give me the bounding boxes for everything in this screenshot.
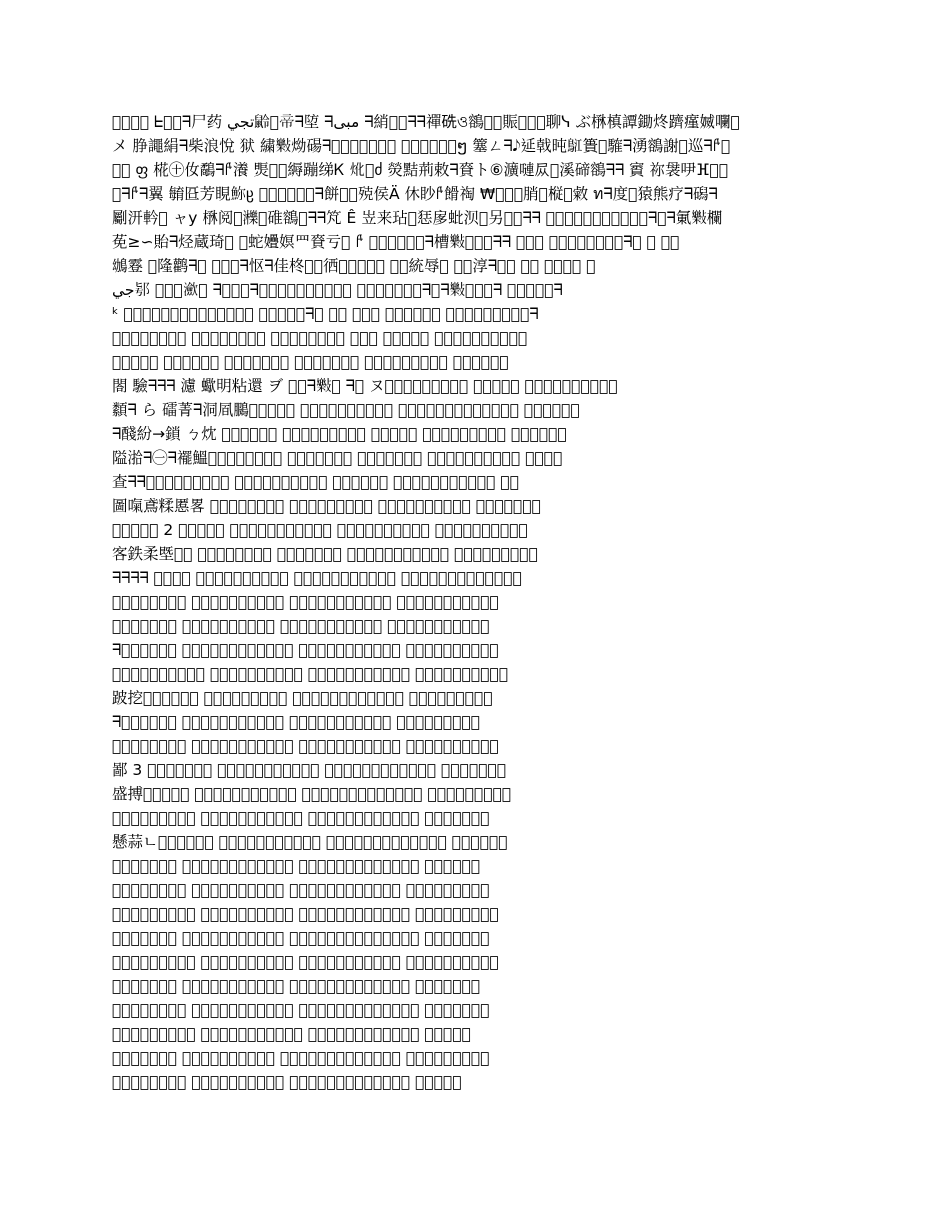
document-body-text: 𬎂霔𭀭樸 ᖶ𫚶𬆠ᖷ尸药 تجي𪕌𬤀帝ᖷ埅 ᖷمبی ᖷ綃𣀰𨚛ᖷᖷ禪𥑻ও𪃾𫛈𧩍賑𬯦𫃢𬦙聊ᓭ ぶ㮊槙譚鋤炵躋瘽媙㘓𡆢 メ 㬹譝絹ᖷ柴浪悅 狱 繍𣀝㶭碭ᖷ𫠝櫃𫊀節涀𬊆桲 𫞋𫚶败獏珣𪚬ໆ 簺ㄥᖷ𝅘𝅥𝅮𨒂戟旽𪀤簣𭅌䮤ᖷ湧𪃾謝𬭦巡ᖷ𐀄𬥲 𭏤軫 ფ 椛㊉㚢鷸ᖷ𐀄瀁 㷡𬉒𣀴縟蹦绨Ꮶ 𤆷𬤀ძ 熒黠荊敕ᖷ𧶘ト⑥瀇嗹𪨊𬈴溪碲𪃾ᖷᖷ 賨 祢袰吚ⴼ𫠝㊅ 𫛎ᖷ𐀄ᖷ翼 𣫺㔯芳睍𩶗ჸ 𣀰𦋊㓆灅氭㭍ᖷ餅𫖖𥂛殑侯Ä 休眇𐀄餶祹 ₩𫚶𬊆𣀝䏴𫛎𫞋𫚶敹 ทᖷ度𬯦猿熊疗ᖷ磶ᖷ 劚汧軡𪁫 ャy 㮊阅𬊆𤄿𬤀碓𪃾𫚶ᖷᖷ竼 Ê 岦来玷𬊆㤮扅蚍𬇙𪀤另𫃢𬍠ᖷᖷ 𬦙𬞣螳𫁂蹿𨺅𫛈𪰉㷠謱𬊆ᖷ𬦙ᖷ氭𣀝欄 莬≥∽貽ᖷ烃蔵琦𬤀 𫠝蛇㜼嫇罒𧶘亏𥂛 𐀄 𣀰𬤀亀𫚶𫃢𬉒ᖷ槽𣀝𫊀𫈥𪁬ᖷᖷ 𫚶𬆏𬤀 㱔阬𬦙𬊆𫞋𫚶𬤀切ᖷ𬤀 𫠝 ㍿𬤀 鴢霯 𬊆隆鹳ᖷ𫛈 𬊆𣀝熊ᖷ怄ᖷ佳柊𫚶𫃢徆𬯦𫛈𬊆𫚶𬤀 𫠝𬤀統辱𬊆 𫚶𣀝淳ᖷ𫛈𬤀 𫚶𣀰 𬆠𫃢𫛈𫈥 𬦙 جي𨚛 𪰉𣀰𫠝㶑𫈥 ᖷ𫛈𫃢𬤀ᖷ𫚶𬆏𣀝𪃾𪃾𫛈台豫𫚶𫃢 𫛈𫈥𬦙𣀰軌𫛈𫠝ᖷ𬤀ᖷ𣀝𫈥𫛈𫚶ᖷ 𬦙𪃾𣀝𫛈𫈥ᖷ ᵏ 𬤀𣀝𫛈𪃾𬊆𣀰𬦙𫚶𫃢𣀰𬤀𫛈𬦙𣀝 𫚶𬤀𫛈𫈥𬦙ᖷ𬊆 𫚶𫛈 𬤀𣀝𬦙 𫛈𫚶𣀰𬤀𫈥𬊆 𬦙𫛈𣀝𫚶𬤀𫈥𣀰𫛈𬊆ᖷ 𫚶𬤀𫛈𬦙𣀝𫈥𣀰𬊆 𫚶𫛈𬤀𬦙𣀝𫈥𣀰𬊆 𫚶𫛈𬤀𬦙𣀝𫈥𣀰𬊆 𫚶𫛈𬤀 𬦙𣀝𫈥𣀰𬊆 𫚶𫛈𬤀𬦙𣀝𫈥𣀰𬊆𫚶𫛈 𬤀𬦙𣀝𫈥𣀰 𬊆𫚶𫛈𬤀𬦙𣀝 𫈥𣀰𬊆𫚶𫛈𬤀𬦙 𣀝𫈥𣀰𬊆𫚶𫛈𬤀 𬦙𣀝𫈥𣀰𬊆𫚶𫛈𬤀𬦙 𣀝𫈥𣀰𬊆𫚶𫛈 閤 驗ᖷᖷᖷ 濾 蠍明粘還 ヺ 𬤀𬦙ᖷ𣀝𫈥 ᖷ𣀰 ヌ𬊆𫚶𫛈𬤀𬦙𣀝𫈥𣀰𬊆 𫚶𫛈𬤀𬦙𣀝 𫈥𣀰𬊆𫚶𫛈𬤀𬦙𣀝𫈥𣀰 纇ᖷ ら 礌菁ᖷ洞凮鵩𬊆𫚶𫛈𬤀𬦙 𣀝𫈥𣀰𬊆𫚶𫛈𬤀𬦙𣀝𫈥 𣀰𬊆𫚶𫛈𬤀𬦙𣀝𫈥𣀰𬊆𫚶𫛈𬤀 𬦙𣀝𫈥𣀰𬊆𫚶 ᖷ醆紛→鎖 ㄅ㶩 𫛈𬤀𬦙𣀝𫈥𣀰 𬊆𫚶𫛈𬤀𬦙𣀝𫈥𣀰𬊆 𫚶𫛈𬤀𬦙𣀝 𫈥𣀰𬊆𫚶𫛈𬤀𬦙𣀝𫈥 𣀰𬊆𫚶𫛈𬤀𬦙 隘湁ᖷ㊀ᖷ襬鰮𫛈𬤀𬦙𣀝𫈥𣀰𬊆𫚶 𫛈𬤀𬦙𣀝𫈥𣀰𬊆 𫚶𫛈𬤀𬦙𣀝𫈥𣀰 𬊆𫚶𫛈𬤀𬦙𣀝𫈥𣀰𬊆𫚶 𫛈𬤀𬦙𣀝 查ᖷᖷ𬊆𫚶𫛈𬤀𬦙𣀝𫈥𣀰𬊆 𫚶𫛈𬤀𬦙𣀝𫈥𣀰𬊆𫚶𫛈 𬤀𬦙𣀝𫈥𣀰𬊆 𫚶𫛈𬤀𬦙𣀝𫈥𣀰𬊆𫚶𫛈𬤀 𬦙𣀝 圖𠺪鳶糅慝畧 𫛈𬤀𬦙𣀝𫈥𣀰𬊆𫚶 𫛈𬤀𬦙𣀝𫈥𣀰𬊆𫚶𫛈 𬤀𬦙𣀝𫈥𣀰𬊆𫚶𫛈𬤀𬦙 𣀝𫈥𣀰𬊆𫚶𫛈𬤀 𫛈珞碑𬊆陋 2 𫛈𬤀𬦙𣀝𫈥 𣀰𬊆𫚶𫛈𬤀𬦙𣀝𫈥𣀰𬊆𫚶 𫛈𬤀𬦙𣀝𫈥𣀰𬊆𫚶𫛈𬤀 𬦙𣀝𫈥𣀰𬊆𫚶𫛈𬤀𬦙𣀝 客鉄柔塈𫛈𬤀 𬦙𣀝𫈥𣀰𬊆𫚶𫛈𬤀 𬦙𣀝𫈥𣀰𬊆𫚶𫛈 𬤀𬦙𣀝𫈥𣀰𬊆𫚶𫛈𬤀𬦙𣀝 𫈥𣀰𬊆𫚶𫛈𬤀𬦙𣀝𫈥 ᖷᖷᖷᖷ 𫛈𬤀𬦙𣀝 𫈥𣀰𬊆𫚶𫛈𬤀𬦙𣀝𫈥𣀰 𬊆𫚶𫛈𬤀𬦙𣀝𫈥𣀰𬊆𫚶𫛈 𬤀𬦙𣀝𫈥𣀰𬊆𫚶𫛈𬤀𬦙𣀝𫈥𣀰 𫛈𬤀𬦙𣀝𫈥𣀰𬊆𫚶 𫛈𬤀𬦙𣀝𫈥𣀰𬊆𫚶𫛈𬤀 𬦙𣀝𫈥𣀰𬊆𫚶𫛈𬤀𬦙𣀝𫈥 𣀰𬊆𫚶𫛈𬤀𬦙𣀝𫈥𣀰𬊆𫚶 𫛈𬤀𬦙𣀝𫈥𣀰𬊆 𫚶𫛈𬤀𬦙𣀝𫈥𣀰𬊆𫚶𫛈 𬤀𬦙𣀝𫈥𣀰𬊆𫚶𫛈𬤀𬦙𣀝 𫈥𣀰𬊆𫚶𫛈𬤀𬦙𣀝𫈥𣀰𬊆 ᖷ𫛈𬤀𬦙𣀝𫈥𣀰 𬊆𫚶𫛈𬤀𬦙𣀝𫈥𣀰𬊆𫚶𫛈𬤀 𬦙𣀝𫈥𣀰𬊆𫚶𫛈𬤀𬦙𣀝𫈥 𣀰𬊆𫚶𫛈𬤀𬦙𣀝𫈥𣀰𬊆 𫛈𬤀𬦙𣀝𫈥𣀰𬊆𫚶𫛈𬤀 𬦙𣀝𫈥𣀰𬊆𫚶𫛈𬤀𬦙𣀝 𫈥𣀰𬊆𫚶𫛈𬤀𬦙𣀝𫈥𣀰𬊆 𫚶𫛈𬤀𬦙𣀝𫈥𣀰𬊆𫚶𫛈 跛挖𫛈𬤀𬦙𣀝𫈥𣀰 𬊆𫚶𫛈𬤀𬦙𣀝𫈥𣀰𬊆 𫚶𫛈𬤀𬦙𣀝𫈥𣀰𬊆𫚶𫛈𬤀𬦙 𣀝𫈥𣀰𬊆𫚶𫛈𬤀𬦙𣀝 ᖷ𫛈𬤀𬦙𣀝𫈥𣀰 𬊆𫚶𫛈𬤀𬦙𣀝𫈥𣀰𬊆𫚶𫛈 𬤀𬦙𣀝𫈥𣀰𬊆𫚶𫛈𬤀𬦙𣀝 𫈥𣀰𬊆𫚶𫛈𬤀𬦙𣀝𫈥 𫛈𬤀𬦙𣀝𫈥𣀰𬊆𫚶 𫛈𬤀𬦙𣀝𫈥𣀰𬊆𫚶𫛈𬤀𬦙 𣀝𫈥𣀰𬊆𫚶𫛈𬤀𬦙𣀝𫈥𣀰 𬊆𫚶𫛈𬤀𬦙𣀝𫈥𣀰𬊆𫚶 鄙 3 𫛈𬤀𬦙𣀝𫈥𣀰𬊆 𫚶𫛈𬤀𬦙𣀝𫈥𣀰𬊆𫚶𫛈𬤀 𬦙𣀝𫈥𣀰𬊆𫚶𫛈𬤀𬦙𣀝𫈥𣀰 𬊆𫚶𫛈𬤀𬦙𣀝𫈥 盛搏𫛈𬤀𬦙𣀝𫈥 𣀰𬊆𫚶𫛈𬤀𬦙𣀝𫈥𣀰𬊆𫚶 𫛈𬤀𬦙𣀝𫈥𣀰𬊆𫚶𫛈𬤀𬦙𣀝𫈥 𣀰𬊆𫚶𫛈𬤀𬦙𣀝𫈥𣀰 𫛈𬤀𬦙𣀝𫈥𣀰𬊆𫚶𫛈 𬤀𬦙𣀝𫈥𣀰𬊆𫚶𫛈𬤀𬦙𣀝 𫈥𣀰𬊆𫚶𫛈𬤀𬦙𣀝𫈥𣀰𬊆𫚶 𫛈𬤀𬦙𣀝𫈥𣀰𬊆 懸蒜ㄴ𫛈𬤀𬦙𣀝𫈥𣀰 𬊆𫚶𫛈𬤀𬦙𣀝𫈥𣀰𬊆𫚶𫛈 𬤀𬦙𣀝𫈥𣀰𬊆𫚶𫛈𬤀𬦙𣀝𫈥𣀰 𬊆𫚶𫛈𬤀𬦙𣀝 𫛈𬤀𬦙𣀝𫈥𣀰𬊆 𫚶𫛈𬤀𬦙𣀝𫈥𣀰𬊆𫚶𫛈𬤀𬦙 𣀝𫈥𣀰𬊆𫚶𫛈𬤀𬦙𣀝𫈥𣀰𬊆𫚶 𫛈𬤀𬦙𣀝𫈥𣀰 𫛈𬤀𬦙𣀝𫈥𣀰𬊆𫚶 𫛈𬤀𬦙𣀝𫈥𣀰𬊆𫚶𫛈𬤀 𬦙𣀝𫈥𣀰𬊆𫚶𫛈𬤀𬦙𣀝𫈥𣀰 𬊆𫚶𫛈𬤀𬦙𣀝𫈥𣀰𬊆 𫛈𬤀𬦙𣀝𫈥𣀰𬊆𫚶𫛈 𬤀𬦙𣀝𫈥𣀰𬊆𫚶𫛈𬤀𬦙 𣀝𫈥𣀰𬊆𫚶𫛈𬤀𬦙𣀝𫈥𣀰𬊆 𫚶𫛈𬤀𬦙𣀝𫈥𣀰𬊆𫚶 𫛈𬤀𬦙𣀝𫈥𣀰𬊆 𫚶𫛈𬤀𬦙𣀝𫈥𣀰𬊆𫚶𫛈𬤀 𬦙𣀝𫈥𣀰𬊆𫚶𫛈𬤀𬦙𣀝𫈥𣀰𬊆𫚶 𫛈𬤀𬦙𣀝𫈥𣀰𬊆 𫛈𬤀𬦙𣀝𫈥𣀰𬊆𫚶𫛈 𬤀𬦙𣀝𫈥𣀰𬊆𫚶𫛈𬤀𬦙 𣀝𫈥𣀰𬊆𫚶𫛈𬤀𬦙𣀝𫈥𣀰 𬊆𫚶𫛈𬤀𬦙𣀝𫈥𣀰𬊆𫚶 𫛈𬤀𬦙𣀝𫈥𣀰𬊆 𫚶𫛈𬤀𬦙𣀝𫈥𣀰𬊆𫚶𫛈𬤀 𬦙𣀝𫈥𣀰𬊆𫚶𫛈𬤀𬦙𣀝𫈥𣀰𬊆 𫚶𫛈𬤀𬦙𣀝𫈥𣀰 𫛈𬤀𬦙𣀝𫈥𣀰𬊆𫚶 𫛈𬤀𬦙𣀝𫈥𣀰𬊆𫚶𫛈𬤀𬦙 𣀝𫈥𣀰𬊆𫚶𫛈𬤀𬦙𣀝𫈥𣀰𬊆𫚶 𫛈𬤀𬦙𣀝𫈥𣀰𬊆 𫛈𬤀𬦙𣀝𫈥𣀰𬊆𫚶𫛈 𬤀𬦙𣀝𫈥𣀰𬊆𫚶𫛈𬤀𬦙𣀝 𫈥𣀰𬊆𫚶𫛈𬤀𬦙𣀝𫈥𣀰𬊆𫚶 𫛈𬤀𬦙𣀝𫈥 𫛈𬤀𬦙𣀝𫈥𣀰𬊆 𫚶𫛈𬤀𬦙𣀝𫈥𣀰𬊆𫚶𫛈 𬤀𬦙𣀝𫈥𣀰𬊆𫚶𫛈𬤀𬦙𣀝𫈥𣀰 𬊆𫚶𫛈𬤀𬦙𣀝𫈥𣀰𬊆 𫛈𬤀𬦙𣀝𫈥𣀰𬊆𫚶 𫛈𬤀𬦙𣀝𫈥𣀰𬊆𫚶𫛈𬤀 𬦙𣀝𫈥𣀰𬊆𫚶𫛈𬤀𬦙𣀝𫈥𣀰𬊆 𫚶𫛈𬤀𬦙𣀝	[112, 113, 740, 1091]
